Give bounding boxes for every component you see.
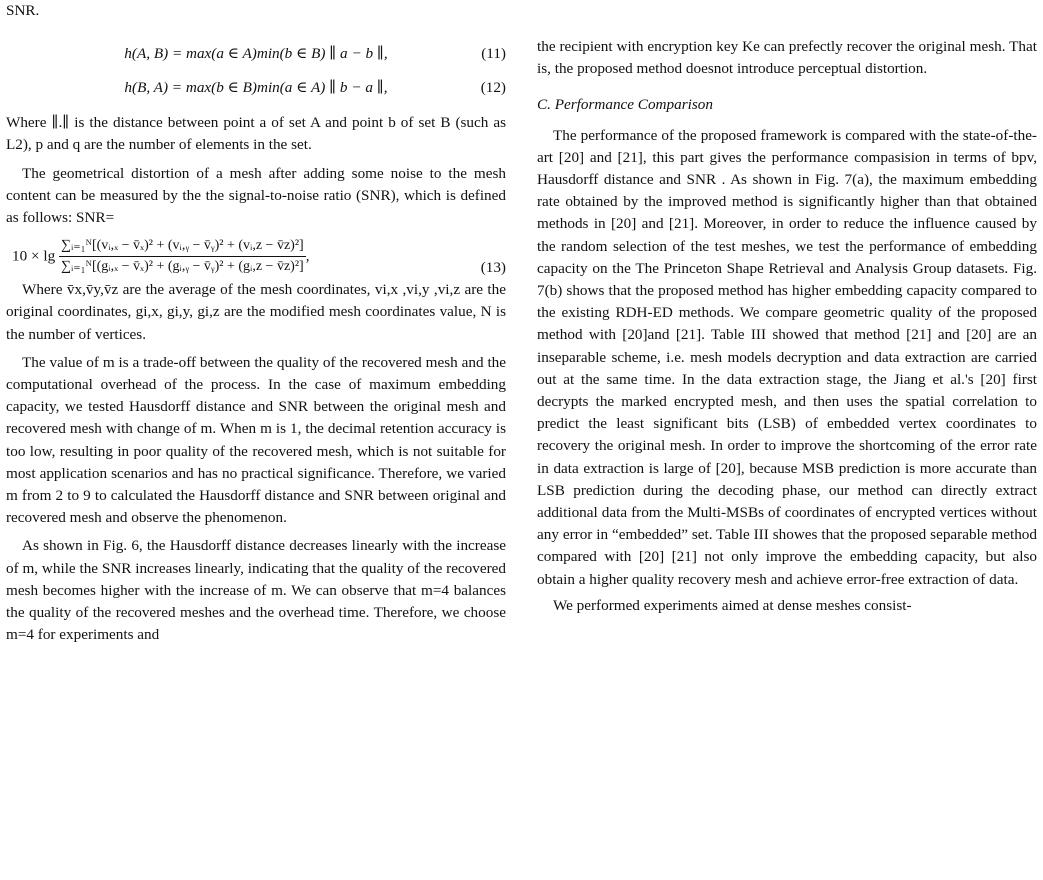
paragraph-where-average: Where v̄x,v̄y,v̄z are the average of the mesh coordinates, vi,x ,vi,y ,vi,z are the original coordinates, gi,x, gi,y, gi,z are the modified mesh coordinates value, N is the number of vertices. (6, 281, 506, 343)
equation-11-number: (11) (481, 45, 506, 63)
top-line: SNR. (6, 2, 40, 19)
equation-13-fraction (59, 237, 306, 276)
paragraph-fig6: As shown in Fig. 6, the Hausdorff distance decreases linearly with the increase of m, while the SNR increases linearly, indicating that the quality of the recovered mesh becomes higher with the increase of m. We can observe that m=4 balances the quality of the recovered meshes and the overhead time. Therefore, we choose m=4 for experiments and (6, 537, 506, 644)
right-column (537, 36, 1037, 617)
paragraph-value-of-m: The value of m is a trade-off between the quality of the recovered mesh and the computational overhead of the process. In the case of maximum embedding capacity, we tested Hausdorff distance and SNR between the original mesh and recovered mesh with change of m. When m is 1, the decimal retention accuracy is too low, resulting in poor quality of the recovered mesh, which is not suitable for most application scenarios and has no practical significance. Therefore, we varied m from 2 to 9 to calculated the Hausdorff distance and SNR between original and recovered mesh and observe the phenomenon. (6, 353, 506, 527)
equation-13-prefix: 10 × lg (12, 247, 56, 265)
paragraph-geometrical-distortion: The geometrical distortion of a mesh after adding some noise to the mesh content can be measured by the the signal-to-noise ratio (SNR), which is defined as follows: SNR= (6, 164, 506, 227)
equation-13-number: (13) (480, 259, 506, 277)
equation-12-number: (12) (480, 79, 506, 97)
paragraph-where-norm: Where ∥.∥ is the distance between point a of set A and point b of set B (such as L2), p and q are the number of elements in the set. (6, 114, 506, 154)
equation-13-numerator: ∑ᵢ₌₁ᴺ[(vᵢ,ₓ − v̄ₓ)² + (vᵢ,ᵧ − v̄ᵧ)² + (vᵢ,z − v̄z)²] (59, 237, 306, 257)
paragraph-continuation: the recipient with encryption key Ke can prefectly recover the original mesh. That is, the proposed method doesnot introduce perceptual distortion. (537, 38, 1037, 78)
section-heading-performance-comparison: C. Performance Comparison (537, 96, 713, 114)
paragraph-dense-meshes: We performed experiments aimed at dense meshes consist- (553, 596, 912, 614)
paragraph-performance: The performance of the proposed framework is compared with the state-of-the-art [20] and [21], this part gives the performance compasision in terms of bpv, Hausdorff distance and SNR . As shown in Fig. 7(a), the maximum embedding rate obtained by the improved method is significantly higher than that obtained methods in [20] and [21]. Moreover, in order to reduce the influence caused by the random selection of the test meshes, we test the performance of embedding capacity on the The Princeton Shape Retrieval and Analysis Group datasets. Fig. 7(b) shows that the proposed method has higher embedding capacity compared to the existing RDH-ED methods. We compare geometric quality of the proposed method with [20]and [21]. Table III showed that method [21] and [20] are an inseparable scheme, i.e. mesh models decryption and data extraction are carried out at the same time. In the data extraction stage, the Jiang et al.'s [20] first decrypts the marked encrypted mesh, and then uses the spatial correlation to predict the least significant bits (LSB) of embedded vertex coordinates to recovery the original mesh. In order to improve the shortcoming of the error rate in data extraction is large of [20], because MSB prediction is more accurate than LSB prediction during the decoding phase, our method can directly extract additional data from the Multi-MSBs of coordinates of encrypted vertices without any error in “embedded” set. Table III showes that the proposed separable method compared with [20] [21] not only improve the embedding capacity, but also obtain a higher quality recovery mesh and achieve error-free extraction of data. (537, 126, 1037, 588)
equation-11 (6, 43, 506, 65)
equation-11-body: h(A, B) = max(a ∈ A)min(b ∈ B) ∥ a − b ∥, (124, 45, 388, 63)
left-column (6, 0, 506, 646)
equation-13-denominator: ∑ᵢ₌₁ᴺ[(gᵢ,ₓ − v̄ₓ)² + (gᵢ,ᵧ − v̄ᵧ)² + (gᵢ,z − v̄z)²] (60, 259, 304, 275)
equation-12-body: h(B, A) = max(b ∈ B)min(a ∈ A) ∥ b − a ∥, (124, 79, 388, 97)
equation-12 (6, 77, 506, 99)
equation-13: 10 × lg $\frac{\text{∑ᵢ₌₁ᴺ[(vᵢ,ₓ − v̄ₓ)² + (vᵢ,ᵧ − v̄ᵧ)² + (vᵢ,z − v̄z)²]}}{\text{∑ᵢ₌₁ᴺ[(gᵢ,ₓ − v̄ₓ)² + (gᵢ,ᵧ − v̄ᵧ)² + (gᵢ,z − v̄z)²]}}$ , (13) (6, 233, 506, 279)
